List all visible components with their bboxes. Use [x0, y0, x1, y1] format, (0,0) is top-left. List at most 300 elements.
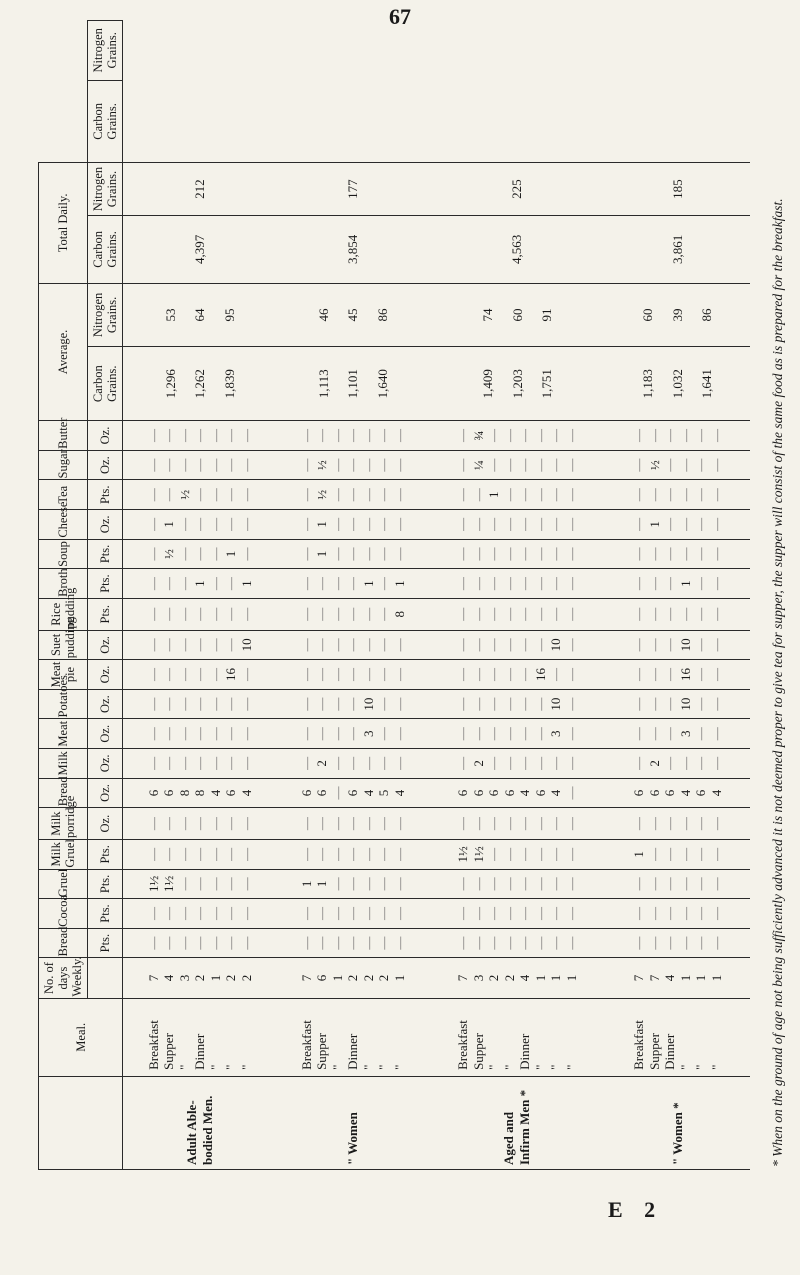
- cell-value: —: [161, 488, 177, 502]
- data-cell: [123, 630, 277, 660]
- data-cell: [123, 660, 277, 690]
- cell-value: —: [517, 638, 533, 652]
- average-value: 46: [315, 308, 331, 322]
- cell-value: 2: [345, 974, 361, 982]
- cell-value: —: [708, 697, 724, 711]
- cell-value: —: [161, 697, 177, 711]
- meal-label: ": [360, 1064, 376, 1070]
- cell-value: —: [677, 907, 693, 921]
- cell-value: 10: [677, 697, 693, 711]
- cell-value: —: [391, 547, 407, 561]
- cell-value: 7: [145, 974, 161, 982]
- cell-value: —: [223, 458, 239, 472]
- header-total: Total Daily.: [39, 163, 88, 284]
- average-value: 64: [192, 308, 208, 322]
- cell-value: 1: [298, 880, 314, 888]
- cell-value: —: [391, 727, 407, 741]
- cell-value: —: [391, 877, 407, 891]
- cell-value: —: [548, 458, 564, 472]
- cell-value: —: [486, 577, 502, 591]
- header-col: Butter: [39, 421, 88, 451]
- cell-value: —: [517, 668, 533, 682]
- cell-value: —: [677, 877, 693, 891]
- cell-value: —: [345, 756, 361, 770]
- cell-value: 6: [161, 789, 177, 797]
- cell-value: —: [207, 668, 223, 682]
- average-value: 1,641: [699, 369, 715, 399]
- cell-value: —: [548, 936, 564, 950]
- cell-value: —: [501, 517, 517, 531]
- cell-value: —: [548, 517, 564, 531]
- data-cell: [430, 719, 605, 749]
- cell-value: —: [223, 727, 239, 741]
- data-cell: [605, 749, 750, 779]
- cell-value: —: [298, 517, 314, 531]
- meal-label: ": [677, 1064, 693, 1070]
- meal-cell: [605, 998, 750, 1076]
- data-cell: [277, 778, 430, 808]
- cell-value: —: [376, 697, 392, 711]
- cell-value: —: [501, 638, 517, 652]
- data-cell: [277, 899, 430, 929]
- cell-value: —: [548, 907, 564, 921]
- average-value: 1,262: [192, 369, 208, 399]
- cell-value: 6: [501, 789, 517, 797]
- cell-value: —: [207, 517, 223, 531]
- cell-value: —: [192, 547, 208, 561]
- table-row: [430, 21, 605, 1170]
- total-carbon: 4,397: [123, 216, 277, 284]
- meal-label: ": [563, 1064, 579, 1070]
- cell-value: —: [298, 488, 314, 502]
- cell-value: —: [470, 936, 486, 950]
- header-col: Meat pie: [39, 660, 88, 690]
- cell-value: —: [207, 727, 223, 741]
- average-nitrogen: [277, 283, 430, 346]
- data-cell: [277, 840, 430, 870]
- cell-value: —: [376, 607, 392, 621]
- cell-value: —: [693, 638, 709, 652]
- cell-value: —: [329, 517, 345, 531]
- cell-value: —: [298, 936, 314, 950]
- cell-value: 1½: [470, 846, 486, 863]
- data-cell: [277, 958, 430, 998]
- average-nitrogen: [123, 283, 277, 346]
- meal-label: ": [532, 1064, 548, 1070]
- cell-value: —: [192, 488, 208, 502]
- data-cell: [605, 719, 750, 749]
- data-cell: [123, 421, 277, 451]
- cell-value: —: [631, 936, 647, 950]
- cell-value: —: [646, 907, 662, 921]
- cell-value: 1: [677, 580, 693, 587]
- cell-value: —: [693, 756, 709, 770]
- cell-value: —: [563, 907, 579, 921]
- data-cell: [123, 689, 277, 719]
- cell-value: —: [517, 697, 533, 711]
- cell-value: —: [662, 907, 678, 921]
- cell-value: —: [345, 458, 361, 472]
- cell-value: —: [455, 429, 471, 443]
- cell-value: —: [376, 488, 392, 502]
- cell-value: —: [563, 756, 579, 770]
- cell-value: —: [532, 817, 548, 831]
- cell-value: —: [329, 847, 345, 861]
- cell-value: ¾: [470, 430, 486, 441]
- header-subcol-name: Carbon: [91, 365, 105, 403]
- cell-value: —: [501, 697, 517, 711]
- cell-value: —: [298, 907, 314, 921]
- cell-value: —: [662, 668, 678, 682]
- cell-value: 1: [646, 521, 662, 528]
- cell-value: —: [238, 847, 254, 861]
- cell-value: 7: [631, 974, 647, 982]
- cell-value: —: [145, 817, 161, 831]
- cell-value: —: [662, 638, 678, 652]
- cell-value: —: [486, 668, 502, 682]
- cell-value: —: [238, 429, 254, 443]
- cell-value: —: [455, 936, 471, 950]
- cell-value: —: [708, 607, 724, 621]
- cell-value: —: [192, 429, 208, 443]
- cell-value: —: [329, 727, 345, 741]
- cell-value: —: [161, 756, 177, 770]
- cell-value: —: [192, 607, 208, 621]
- cell-value: —: [532, 727, 548, 741]
- cell-value: —: [631, 577, 647, 591]
- cell-value: —: [207, 756, 223, 770]
- cell-value: —: [501, 458, 517, 472]
- footnote: * When on the ground of age not being sufficiently advanced it is not deemed proper to give tea for supper, the supper will consist of the same food as is prepared for the breakfast.: [770, 198, 785, 1167]
- cell-value: —: [391, 907, 407, 921]
- meal-label: Breakfast: [145, 1020, 161, 1070]
- cell-value: 8: [176, 789, 192, 797]
- cell-value: —: [329, 697, 345, 711]
- cell-value: ½: [314, 489, 330, 500]
- cell-value: —: [486, 727, 502, 741]
- cell-value: —: [501, 936, 517, 950]
- cell-value: —: [470, 547, 486, 561]
- cell-value: —: [238, 697, 254, 711]
- cell-value: —: [298, 847, 314, 861]
- cell-value: —: [314, 668, 330, 682]
- meal-label: ": [708, 1064, 724, 1070]
- meal-label: ": [391, 1064, 407, 1070]
- cell-value: —: [708, 517, 724, 531]
- cell-value: —: [470, 877, 486, 891]
- cell-value: —: [517, 488, 533, 502]
- meal-label: Dinner: [662, 1033, 678, 1070]
- data-cell: [123, 480, 277, 510]
- cell-value: —: [360, 668, 376, 682]
- header-subcol: [88, 163, 123, 216]
- cell-value: —: [192, 697, 208, 711]
- cell-value: —: [470, 638, 486, 652]
- average-value: 95: [221, 308, 237, 322]
- cell-value: —: [708, 936, 724, 950]
- header-unit: Oz.: [88, 660, 123, 690]
- cell-value: —: [677, 547, 693, 561]
- data-cell: [605, 928, 750, 958]
- header-col: Milk porridge: [39, 808, 88, 840]
- cell-value: 2: [501, 974, 517, 982]
- class-label: " Women *: [605, 1076, 750, 1169]
- cell-value: 7: [455, 974, 471, 982]
- cell-value: —: [345, 936, 361, 950]
- data-cell: [430, 749, 605, 779]
- cell-value: —: [391, 458, 407, 472]
- cell-value: —: [298, 607, 314, 621]
- cell-value: —: [662, 697, 678, 711]
- page-number: 67: [389, 4, 411, 29]
- header-unit: Pts.: [88, 569, 123, 599]
- meal-label: ": [376, 1064, 392, 1070]
- cell-value: —: [207, 847, 223, 861]
- cell-value: —: [662, 547, 678, 561]
- cell-value: —: [532, 429, 548, 443]
- cell-value: 1½: [455, 846, 471, 863]
- cell-value: —: [314, 847, 330, 861]
- total-carbon: 4,563: [430, 216, 605, 284]
- cell-value: —: [207, 547, 223, 561]
- cell-value: —: [391, 817, 407, 831]
- cell-value: 1: [708, 974, 724, 982]
- data-cell: [123, 510, 277, 540]
- cell-value: —: [360, 429, 376, 443]
- cell-value: —: [631, 488, 647, 502]
- cell-value: —: [563, 458, 579, 472]
- cell-value: —: [176, 638, 192, 652]
- cell-value: —: [677, 458, 693, 472]
- cell-value: —: [532, 488, 548, 502]
- cell-value: —: [298, 577, 314, 591]
- cell-value: 4: [548, 789, 564, 797]
- average-value: 45: [345, 308, 361, 322]
- cell-value: —: [532, 907, 548, 921]
- header-col: Bread: [39, 778, 88, 808]
- cell-value: —: [486, 429, 502, 443]
- data-cell: [605, 958, 750, 998]
- meal-label: Dinner: [192, 1033, 208, 1070]
- class-label: Adult Able-bodied Men.: [123, 1076, 277, 1169]
- cell-value: —: [298, 458, 314, 472]
- cell-value: 1: [360, 580, 376, 587]
- cell-value: 1: [391, 974, 407, 982]
- cell-value: —: [532, 517, 548, 531]
- cell-value: —: [145, 577, 161, 591]
- cell-value: —: [360, 817, 376, 831]
- cell-value: —: [192, 907, 208, 921]
- cell-value: —: [708, 458, 724, 472]
- average-value: 1,751: [539, 369, 555, 399]
- cell-value: —: [470, 907, 486, 921]
- cell-value: —: [145, 697, 161, 711]
- cell-value: —: [708, 727, 724, 741]
- cell-value: —: [298, 697, 314, 711]
- cell-value: —: [517, 458, 533, 472]
- header-col: Soup: [39, 539, 88, 569]
- data-cell: [605, 808, 750, 840]
- header-unit: Pts.: [88, 840, 123, 870]
- cell-value: —: [329, 668, 345, 682]
- cell-value: 2: [470, 760, 486, 767]
- cell-value: —: [470, 817, 486, 831]
- cell-value: —: [548, 488, 564, 502]
- cell-value: —: [563, 847, 579, 861]
- header-subcol: [88, 21, 123, 81]
- data-cell: [123, 749, 277, 779]
- cell-value: —: [532, 877, 548, 891]
- data-cell: [277, 928, 430, 958]
- cell-value: 6: [532, 789, 548, 797]
- cell-value: —: [207, 638, 223, 652]
- cell-value: —: [238, 907, 254, 921]
- cell-value: —: [329, 936, 345, 950]
- header-subcol-unit: Grains.: [105, 296, 119, 334]
- cell-value: —: [161, 577, 177, 591]
- cell-value: —: [486, 458, 502, 472]
- cell-value: —: [161, 458, 177, 472]
- cell-value: 2: [360, 974, 376, 982]
- cell-value: —: [314, 727, 330, 741]
- cell-value: —: [345, 488, 361, 502]
- cell-value: 2: [486, 974, 502, 982]
- cell-value: —: [223, 877, 239, 891]
- cell-value: —: [548, 547, 564, 561]
- cell-value: —: [708, 817, 724, 831]
- cell-value: —: [548, 877, 564, 891]
- cell-value: —: [646, 429, 662, 443]
- cell-value: —: [501, 488, 517, 502]
- cell-value: —: [360, 877, 376, 891]
- cell-value: —: [176, 877, 192, 891]
- data-cell: [430, 840, 605, 870]
- cell-value: —: [563, 877, 579, 891]
- header-subcol: [88, 283, 123, 346]
- cell-value: —: [501, 727, 517, 741]
- cell-value: —: [345, 668, 361, 682]
- cell-value: —: [548, 817, 564, 831]
- data-cell: [277, 569, 430, 599]
- cell-value: —: [455, 727, 471, 741]
- data-cell: [123, 569, 277, 599]
- cell-value: —: [563, 936, 579, 950]
- header-subcol-name: Carbon: [91, 230, 105, 268]
- cell-value: —: [360, 458, 376, 472]
- total-carbon: 3,854: [277, 216, 430, 284]
- cell-value: —: [161, 727, 177, 741]
- cell-value: 1: [238, 580, 254, 587]
- cell-value: —: [145, 488, 161, 502]
- cell-value: —: [207, 697, 223, 711]
- cell-value: —: [161, 847, 177, 861]
- cell-value: —: [238, 756, 254, 770]
- cell-value: —: [532, 847, 548, 861]
- cell-value: 4: [708, 789, 724, 797]
- cell-value: —: [455, 547, 471, 561]
- average-value: 60: [509, 308, 525, 322]
- cell-value: —: [646, 668, 662, 682]
- cell-value: —: [662, 847, 678, 861]
- data-cell: [605, 869, 750, 899]
- header-unit: Oz.: [88, 778, 123, 808]
- data-cell: [277, 480, 430, 510]
- cell-value: —: [176, 547, 192, 561]
- cell-value: —: [563, 727, 579, 741]
- header-col: Sugar: [39, 450, 88, 480]
- cell-value: —: [223, 756, 239, 770]
- average-value: 60: [640, 308, 656, 322]
- cell-value: —: [662, 488, 678, 502]
- cell-value: —: [532, 756, 548, 770]
- cell-value: —: [677, 488, 693, 502]
- cell-value: —: [563, 668, 579, 682]
- average-value: 1,113: [315, 369, 331, 399]
- cell-value: —: [693, 697, 709, 711]
- cell-value: 8: [391, 611, 407, 618]
- cell-value: —: [693, 458, 709, 472]
- cell-value: —: [517, 907, 533, 921]
- cell-value: —: [238, 607, 254, 621]
- cell-value: —: [223, 907, 239, 921]
- cell-value: —: [708, 429, 724, 443]
- cell-value: —: [548, 607, 564, 621]
- data-cell: [277, 630, 430, 660]
- data-cell: [277, 510, 430, 540]
- cell-value: —: [501, 877, 517, 891]
- header-col: Broth: [39, 569, 88, 599]
- cell-value: —: [532, 607, 548, 621]
- cell-value: —: [223, 488, 239, 502]
- cell-value: —: [455, 607, 471, 621]
- cell-value: 4: [677, 789, 693, 797]
- cell-value: —: [360, 847, 376, 861]
- cell-value: 5: [376, 789, 392, 797]
- cell-value: —: [161, 936, 177, 950]
- cell-value: —: [470, 668, 486, 682]
- cell-value: —: [329, 547, 345, 561]
- cell-value: —: [376, 458, 392, 472]
- cell-value: 2: [223, 974, 239, 982]
- cell-value: 4: [517, 789, 533, 797]
- header-unit: Pts.: [88, 598, 123, 630]
- cell-value: —: [145, 429, 161, 443]
- cell-value: —: [693, 847, 709, 861]
- cell-value: —: [192, 756, 208, 770]
- cell-value: —: [455, 697, 471, 711]
- cell-value: —: [486, 638, 502, 652]
- cell-value: —: [238, 458, 254, 472]
- cell-value: 6: [345, 789, 361, 797]
- header-col: Milk Gruel: [39, 840, 88, 870]
- cell-value: —: [314, 907, 330, 921]
- cell-value: —: [314, 697, 330, 711]
- cell-value: 4: [391, 789, 407, 797]
- cell-value: 2: [646, 760, 662, 767]
- header-col: Meat: [39, 719, 88, 749]
- dietary-table: [38, 20, 750, 1170]
- cell-value: —: [329, 429, 345, 443]
- cell-value: —: [192, 817, 208, 831]
- cell-value: —: [501, 847, 517, 861]
- cell-value: —: [693, 727, 709, 741]
- average-value: 1,409: [480, 369, 496, 399]
- cell-value: —: [161, 668, 177, 682]
- cell-value: —: [693, 517, 709, 531]
- cell-value: 1: [161, 521, 177, 528]
- cell-value: 1½: [161, 875, 177, 893]
- cell-value: —: [329, 607, 345, 621]
